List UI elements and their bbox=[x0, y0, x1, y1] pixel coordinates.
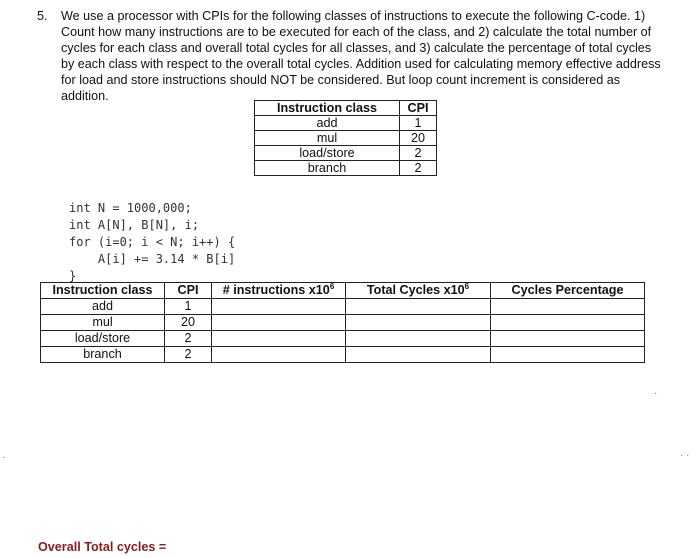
cpi-table-class: add bbox=[255, 116, 400, 131]
cpi-table-row bbox=[255, 161, 437, 176]
cpi-table-cpi: 2 bbox=[400, 146, 437, 161]
row-class: load/store bbox=[41, 331, 165, 347]
cpi-table-row bbox=[255, 131, 437, 146]
cpi-table-header-class: Instruction class bbox=[255, 101, 400, 116]
cpi-table-cpi: 20 bbox=[400, 131, 437, 146]
row-cpi: 1 bbox=[165, 299, 212, 315]
scan-speck: · bbox=[2, 452, 6, 463]
code-block bbox=[69, 200, 235, 285]
cpi-table-class: mul bbox=[255, 131, 400, 146]
row-total-cycles-cell[interactable] bbox=[346, 347, 491, 363]
header-instructions: # instructions $x10^6$ bbox=[212, 283, 346, 299]
row-cpi: 2 bbox=[165, 331, 212, 347]
cpi-table bbox=[254, 100, 437, 176]
row-percentage-cell[interactable] bbox=[491, 315, 645, 331]
row-instructions-cell[interactable] bbox=[212, 315, 346, 331]
cpi-table-header-cpi: CPI bbox=[400, 101, 437, 116]
cpi-table-cpi: 1 bbox=[400, 116, 437, 131]
answer-table-row bbox=[41, 299, 645, 315]
row-cpi: 2 bbox=[165, 347, 212, 363]
problem-text: We use a processor with CPIs for the following classes of instructions to execute the following C-code. 1) Count how many instructions are to be executed for each of the class, and 2) calculate the total number of cycles for each class and overall total cycles for all classes, and 3) calculate the percentage of total cycles by each class with respect to the overall total cycles. Addition used for calculating memory effective address for load and store instructions should NOT be considered. But loop count increment is considered as addition. bbox=[61, 9, 661, 103]
row-instructions-cell[interactable] bbox=[212, 299, 346, 315]
problem-number: 5. bbox=[37, 9, 48, 23]
cpi-table-row bbox=[255, 146, 437, 161]
answer-table-row bbox=[41, 315, 645, 331]
row-class: mul bbox=[41, 315, 165, 331]
cpi-table-class: branch bbox=[255, 161, 400, 176]
row-total-cycles-cell[interactable] bbox=[346, 315, 491, 331]
row-instructions-cell[interactable] bbox=[212, 347, 346, 363]
row-class: add bbox=[41, 299, 165, 315]
scan-speck: · · bbox=[680, 450, 690, 461]
code-line: for (i=0; i < N; i++) { bbox=[69, 235, 236, 249]
header-total-cycles: Total Cycles $x10^6$ bbox=[346, 283, 491, 299]
row-percentage-cell[interactable] bbox=[491, 299, 645, 315]
cpi-table-cpi: 2 bbox=[400, 161, 437, 176]
code-line: } bbox=[69, 269, 77, 283]
row-percentage-cell[interactable] bbox=[491, 347, 645, 363]
header-cycles-percentage: Cycles Percentage bbox=[491, 283, 645, 299]
row-class: branch bbox=[41, 347, 165, 363]
code-line: A[i] += 3.14 * B[i] bbox=[69, 252, 236, 266]
scan-speck: · bbox=[654, 388, 658, 399]
cpi-table-row bbox=[255, 116, 437, 131]
answer-table bbox=[40, 282, 645, 363]
answer-table-header bbox=[41, 283, 645, 299]
header-instruction-class: Instruction class bbox=[41, 283, 165, 299]
code-line: int N = 1000,000; bbox=[69, 201, 192, 215]
header-cpi: CPI bbox=[165, 283, 212, 299]
problem-statement bbox=[37, 8, 667, 104]
overall-total-cycles-label: Overall Total cycles = bbox=[38, 540, 167, 554]
row-cpi: 20 bbox=[165, 315, 212, 331]
answer-table-row bbox=[41, 347, 645, 363]
answer-table-row bbox=[41, 331, 645, 347]
row-total-cycles-cell[interactable] bbox=[346, 331, 491, 347]
row-total-cycles-cell[interactable] bbox=[346, 299, 491, 315]
cpi-table-class: load/store bbox=[255, 146, 400, 161]
code-line: int A[N], B[N], i; bbox=[69, 218, 200, 232]
cpi-table-header bbox=[255, 101, 437, 116]
row-percentage-cell[interactable] bbox=[491, 331, 645, 347]
row-instructions-cell[interactable] bbox=[212, 331, 346, 347]
